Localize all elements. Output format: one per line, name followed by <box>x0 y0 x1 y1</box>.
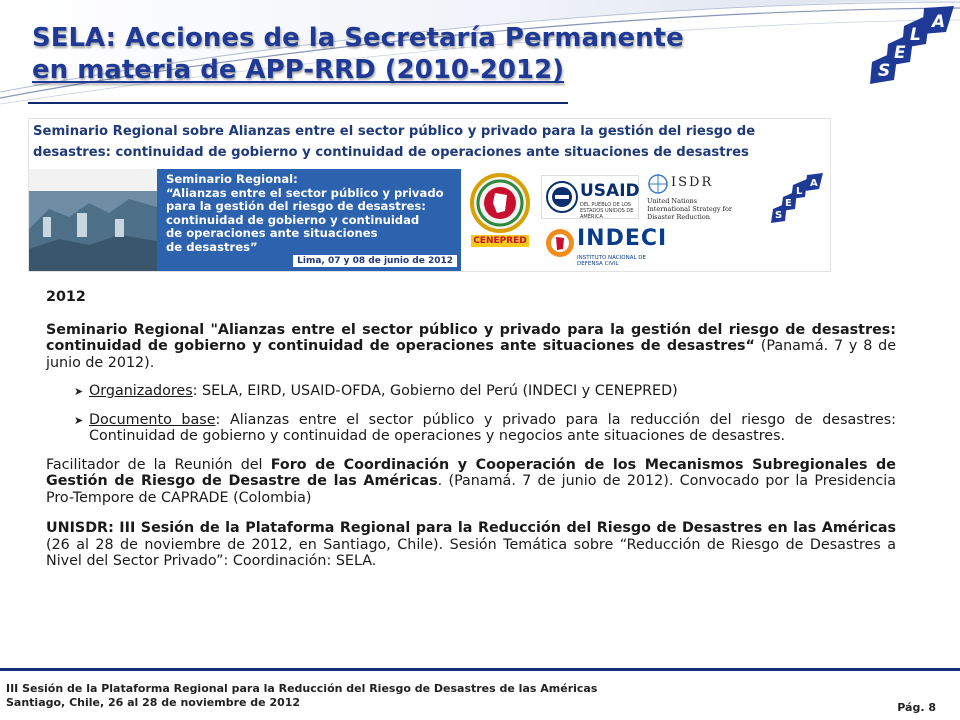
bullet-label-documento: Documento base <box>89 411 216 428</box>
page-title <box>32 22 684 86</box>
sponsor-strip <box>29 169 157 191</box>
poster-title-panel <box>157 169 461 271</box>
bullet-text-documento: : Alianzas entre el sector público y privado para la reducción del riesgo de desastres: Continuidad de gobierno y continuidad de operaciones y negocios ante situaciones de desastres. <box>89 411 896 444</box>
svg-text:S: S <box>775 210 783 221</box>
isdr-logo <box>645 173 761 219</box>
bullet-documento-base <box>46 412 896 445</box>
event-banner <box>28 118 831 272</box>
logo-letter-a: A <box>932 12 946 32</box>
year-heading: 2012 <box>46 289 86 305</box>
footer-line-2: Santiago, Chile, 26 al 28 de noviembre de 2012 <box>6 696 301 709</box>
indeci-tagline: INSTITUTO NACIONAL DE DEFENSA CIVIL <box>577 255 647 267</box>
cenepred-logo <box>469 171 531 267</box>
content-body <box>46 289 896 570</box>
seminar-poster <box>29 169 461 271</box>
footer-line-1: III Sesión de la Plataforma Regional para la Reducción del Riesgo de Desastres de las Américas <box>6 682 598 695</box>
foro-title: Foro de Coordinación y Cooperación de los Mecanismos Subregionales de Gestión de Riesgo de Desastre de las Américas <box>46 456 896 489</box>
footer-divider <box>0 668 960 671</box>
poster-title: Seminario Regional: “Alianzas entre el sector público y privado para la gestión del riesgo de desastres: continuidad de gobierno y continuidad de operaciones ante situaciones de desastres” <box>166 172 444 254</box>
indeci-wordmark: INDECI <box>577 226 668 251</box>
seminario-title: Seminario Regional "Alianzas entre el sector público y privado para la gestión del riesgo de desastres: continuidad de gobierno y continuidad de operaciones ante situaciones de desastres“ <box>46 321 896 354</box>
svg-text:E: E <box>785 198 792 209</box>
title-line-2: en materia de APP-RRD (2010-2012) <box>32 55 565 85</box>
logo-letter-e: E <box>894 43 906 63</box>
seminario-details: (Panamá. 7 y 8 de junio de 2012). <box>46 338 896 371</box>
foro-details: . (Panamá. 7 de junio de 2012). Convocado por la Presidencia Pro-Tempore de CAPRADE (Colombia) <box>46 473 896 506</box>
paragraph-foro <box>46 457 896 507</box>
arrow-bullet-icon: ➤ <box>74 385 84 398</box>
unisdr-details: (26 al 28 de noviembre de 2012, en Santiago, Chile). Sesión Temática sobre “Reducción de Riesgo de Desastres a Nivel del Sector Privado”: Coordinación: SELA. <box>46 536 896 569</box>
indeci-shield-icon <box>545 225 575 265</box>
seminario-bullets <box>46 383 896 445</box>
usaid-seal-icon <box>545 180 579 214</box>
indeci-logo <box>545 223 668 267</box>
page-number: Pág. 8 <box>897 701 936 714</box>
logo-letter-s: S <box>878 61 891 81</box>
usaid-wordmark: USAID <box>580 181 640 201</box>
isdr-tagline: United Nations International Strategy for Disaster Reduction <box>647 197 733 221</box>
usaid-logo <box>541 175 639 219</box>
footer-event <box>6 682 597 710</box>
cenepred-label: CENEPRED <box>471 235 529 247</box>
poster-date: Lima, 07 y 08 de junio de 2012 <box>293 255 457 267</box>
paragraph-seminario <box>46 322 896 372</box>
unisdr-title: UNISDR: III Sesión de la Plataforma Regional para la Reducción del Riesgo de Desastres en las Américas <box>46 520 896 536</box>
foro-intro: Facilitador de la Reunión del <box>46 456 271 473</box>
bullet-text-organizadores: : SELA, EIRD, USAID-OFDA, Gobierno del Perú (INDECI y CENEPRED) <box>192 383 678 399</box>
cenepred-emblem <box>469 171 531 235</box>
svg-text:A: A <box>810 178 818 189</box>
svg-text:L: L <box>796 186 803 197</box>
logo-letter-l: L <box>910 25 921 45</box>
header-divider <box>28 102 568 104</box>
sela-logo <box>870 6 958 94</box>
sela-small-logo <box>769 171 827 225</box>
paragraph-unisdr <box>46 520 896 570</box>
bullet-organizadores <box>46 383 896 400</box>
bullet-label-organizadores: Organizadores <box>89 383 193 399</box>
arrow-bullet-icon: ➤ <box>74 413 84 427</box>
banner-caption: Seminario Regional sobre Alianzas entre el sector público y privado para la gestión del riesgo de desastres: continuidad de gobierno y continuidad de operaciones ante situaciones de desastres <box>33 124 756 160</box>
usaid-tagline: DEL PUEBLO DE LOS ESTADOS UNIDOS DE AMÉRICA <box>580 202 634 220</box>
title-line-1: SELA: Acciones de la Secretaría Permanente <box>32 23 684 53</box>
un-emblem-icon <box>647 173 669 195</box>
isdr-wordmark: ISDR <box>671 175 714 190</box>
